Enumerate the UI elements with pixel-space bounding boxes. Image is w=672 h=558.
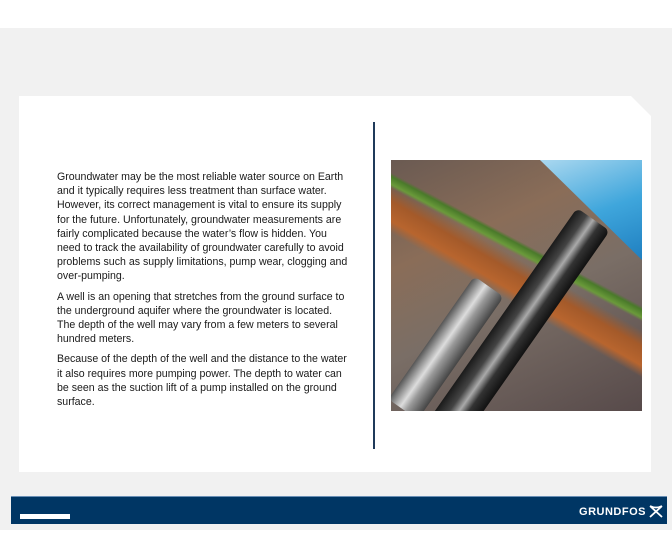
- logo-text: GRUNDFOS: [579, 505, 646, 518]
- well-pump-image: [391, 160, 642, 411]
- grundfos-logo: [579, 505, 663, 518]
- footer-accent-bar: [20, 514, 70, 519]
- paragraph-3: Because of the depth of the well and the distance to the water it also requires more pumping power. The depth to water can be seen as the suction lift of a pump installed on the ground surface.: [57, 353, 347, 409]
- body-text: [57, 170, 353, 415]
- footer-bar: [11, 496, 667, 524]
- grundfos-x-icon: [649, 505, 663, 518]
- paragraph-1: Groundwater may be the most reliable water source on Earth and it typically requires less treatment than surface water. However, its correct management is vital to ensure its supply for the future. Unfortunately, groundwater measurements are fairly complicated because the water’s flow is hidden. You need to track the availability of groundwater carefully to avoid problems such as supply limitations, pump wear, clogging and over-pumping.: [57, 171, 348, 283]
- paragraph-2: A well is an opening that stretches from the ground surface to the underground aquifer where the groundwater is located. The depth of the well may vary from a few meters to several hundred meters.: [57, 290, 345, 346]
- vertical-divider: [373, 122, 375, 449]
